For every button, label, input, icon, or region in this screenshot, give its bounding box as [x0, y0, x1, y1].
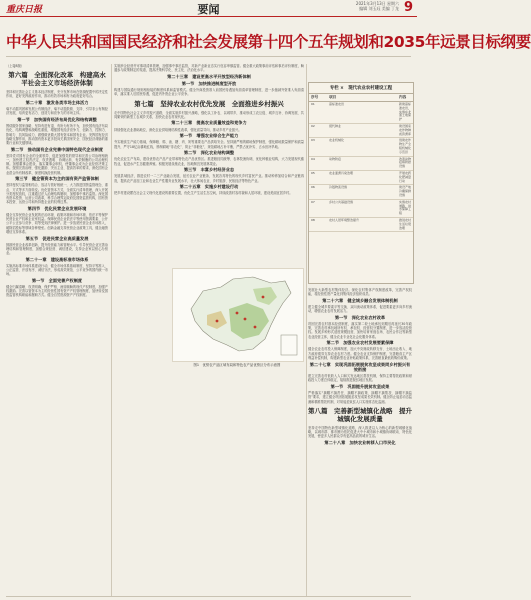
table-cell: 建设国家农作物种质资源库 [399, 123, 412, 136]
paper-logo: 重庆日报 [6, 5, 43, 15]
article-column-1 [6, 64, 108, 299]
chapter-heading: 第五节 促进民营企业高质量发展 [25, 235, 89, 241]
section-title: 要闻 [197, 3, 220, 16]
map-marker [262, 296, 265, 299]
column-divider [306, 64, 307, 596]
table-cell: 08 [311, 217, 315, 222]
body-paragraph: （上接8版） [6, 64, 24, 68]
chapter-heading: 第一节 全面完善产权制度 [31, 277, 83, 283]
table-header [309, 94, 413, 102]
chapter-heading: 第一节 加快国有经济布局优化和结构调整 [17, 117, 97, 123]
body-paragraph: 发展壮大新型农村集体经济。深化农村集体产权制度改革，完善产权权能，将经营性资产量化到集体经济组织成员。 [308, 288, 412, 297]
article-column-3 [308, 288, 412, 447]
feature-table [308, 82, 414, 284]
body-paragraph: 优化农业生产布局，建设优势农产品产业带和特色农产品优势区。推进粮经饲统筹、农林牧渔协调，优化种植业结构，大力发展现代畜牧业，促进水产生态健康养殖。积极发展设施农业，因地制宜发展林果业。 [114, 157, 304, 166]
table-cell: 开展农药化肥减量行动 [399, 170, 412, 183]
table-row [309, 124, 413, 138]
part-heading: 第七篇 坚持农业农村优先发展 全面推进乡村振兴 [134, 99, 284, 108]
table-cell: 新建高标准农田，实施东北黑土地保护 [399, 102, 412, 122]
body-paragraph: 围绕服务国家战略，坚持有进有退、有所为有所不为，加快国有经济布局优化、结构调整和战略性重组，增强国有经济竞争力、创新力、控制力、影响力、抗风险能力，做强做优做大国有资本和国有企业。发挥国有经济战略支撑作用，推动国有资本更多投向关系国家安全、国民经济命脉的重要行业和关键领域。 [6, 124, 108, 146]
table-cell: 现代种业 [329, 123, 342, 128]
table-cell: 实施农村道路、供水保障工程 [399, 199, 412, 216]
chapter-heading: 第三节 健全管资本为主的国有资产监管体制 [15, 176, 99, 182]
column-divider [111, 64, 112, 596]
body-paragraph: 建立完善农村低收入人口和欠发达地区帮扶机制，保持主要帮扶政策和财政投入力度总体稳定，接续推进脱贫地区发展。 [308, 374, 412, 383]
table-cell: 建设产地冷藏保鲜设施 [399, 185, 412, 197]
chapter-heading: 第二十章 激发各类市场主体活力 [25, 100, 89, 106]
body-paragraph: 坚持走中国特色新型城镇化道路，深入推进以人为核心的新型城镇化战略，以城市群、都市圈为依托促进大中小城市和小城镇协调联动、特色化发展，使更多人民群众享有更高品质的城市生活。 [308, 425, 412, 439]
table-row [309, 102, 413, 124]
issue-date: 2021年3月13日 星期六 [355, 1, 399, 6]
chapter-heading: 第二十六章 健全城乡融合发展体制机制 [322, 297, 398, 303]
body-paragraph: 坚持授权与监管相结合、放活与管好相统一，大力推进国资监管理念、重点、方式等多方面转变。优化管资本方式，全面实行清单管理，深入开展分类授权放权，注重通过法人治理结构履职，加强事中事后监管。深化国有资本投资、运营公司改革，科学合理界定政府及国资监管机构，国有资本投资、运营公司和所持股企业的权利边界。 [6, 183, 108, 205]
table-header-cell: 序号 [311, 95, 319, 99]
chapter-heading: 第二十七章 实现巩固拓展脱贫攻坚成果同乡村振兴有效衔接 [309, 361, 411, 373]
body-paragraph: 发展县域经济，推进农村一二三产业融合发展，延长农业产业链条，发展各具特色的现代乡村富民产业。推动种养加结合和产业链再造，提高农产品加工业和农业生产性服务业发展水平，壮大休闲农业、乡村旅游、民宿经济等特色产业。 [114, 174, 304, 183]
table-cell: 高标准农田 [329, 102, 345, 106]
table-cell: 02 [311, 123, 315, 128]
table-cell: 农村人居环境整治提升 [329, 217, 360, 222]
chapter-heading: 第三节 丰富乡村经济业态 [183, 167, 235, 173]
body-paragraph: 健全归属清晰、权责明确、保护严格、流转顺畅的现代产权制度，加强产权激励。完善以管资本为主的经营性国有资产产权管理制度，加快转变国资监管机构职能和履职方式。健全自然资源资产产权制度。 [6, 285, 108, 298]
body-paragraph: 巩固完善农村基本经营制度，落实第二轮土地承包到期后再延长30年政策，完善农村承包地所有权、承包权、经营权分置制度，进一步放活经营权。发展多种形式适度规模经营，加快培育家庭农场、农民合作社等新型农业经营主体，健全农业专业化社会化服务体系。 [308, 322, 412, 339]
body-paragraph: 健全支持民营企业发展的法治环境、政策环境和市场环境，依法平等保护民营企业产权和企业家权益。保障民营企业依法平等使用资源要素、公开公平公正参与竞争、同等受到法律保护。进一步放宽民营企业市场准入，破除招投标等领域各种壁垒。创新金融支持民营企业政策工具，健全融资增信支持体系。 [6, 213, 108, 234]
table-cell: 农业面源污染治理 [329, 170, 354, 175]
body-paragraph: 实施高标准市场体系建设行动，健全市场体系基础制度，坚持平等准入、公正监管、开放有序、诚信守法，形成高效规范、公平竞争的国内统一市场。 [6, 263, 108, 277]
map-marker [244, 318, 247, 321]
editor-credits: 编辑 刘玉珏 美编 丁龙 [359, 6, 399, 11]
chapter-heading: 第二十三章 建设更高水平开放型经济新体制 [167, 73, 251, 79]
table-row [309, 171, 413, 185]
chapter-heading: 第一节 深化农业农村改革 [334, 314, 386, 320]
table-header-cell: 内容 [399, 95, 407, 99]
table-row [309, 218, 413, 232]
chapter-heading: 第一节 巩固提升脱贫攻坚成果 [330, 384, 390, 390]
table-cell: 04 [311, 156, 315, 161]
body-paragraph: 夯实粮食生产能力基础，保障粮、棉、油、糖、肉、奶等重要农产品供给安全。坚持最严格的耕地保护制度，强化耕地数量保护和质量提升，严守18亿亩耕地红线，遏制耕地“非农化”、防止“非粮化”，规范耕地占补平衡，严禁占优补劣、占水田补旱地。 [114, 140, 304, 149]
part-heading: 第八篇 完善新型城镇化战略 提升城镇化发展质量 [308, 406, 412, 423]
table-cell: 推进农村生活垃圾治理 [399, 217, 412, 230]
chapter-heading: 第二节 深化农业结构调整 [183, 150, 235, 156]
article-column-2 [114, 64, 304, 197]
headline-rule [6, 56, 411, 57]
chapter-heading: 第二节 加强农业农村发展要素保障 [326, 340, 394, 346]
body-paragraph: 实施涉企经营许可事项清单管理，加强事中事后监管，对新产业新业态实行包容审慎监管。健全重大政策事前评估和事后评价制度，畅通参与政策制定的渠道，提高决策科学化、民主化、法治化水平。 [114, 64, 304, 73]
page-number: 9 [403, 0, 413, 15]
body-paragraph: 构建与国际通行规则相衔接的制度体系和监管模式。健全外商投资准入前国民待遇加负面清单管理制度，进一步缩减外资准入负面清单，落实准入后国民待遇，促进内外资企业公平竞争。 [114, 88, 304, 97]
body-paragraph: 鼓励民营企业改革创新，提升经营能力和管理水平。引导民营企业完善治理结构和管理制度，加强合规经营、诚信建设，支持企业家以恒心办恒业。 [6, 242, 108, 256]
body-paragraph: 持续强化农业基础地位，深化农业供给侧结构性改革，强化质量导向，推动乡村产业振兴。 [114, 127, 242, 132]
table-cell: 05 [311, 170, 315, 175]
map-marker [216, 320, 219, 323]
table-cell: 改善动物疫病防控设施 [399, 156, 412, 169]
chapter-heading: 第四节 优化民营企业发展环境 [27, 205, 87, 211]
table-cell: 06 [311, 185, 315, 190]
table-header-cell: 项目 [329, 95, 337, 99]
body-paragraph: 毫不动摇巩固和发展公有制经济，毫不动摇鼓励、支持、引导非公有制经济发展，培育更有活力、创造力和竞争力的市场主体。 [6, 107, 108, 116]
chapter-heading: 第一节 加快推进制度型开放 [181, 81, 237, 86]
table-cell: 农业机械化 [329, 138, 345, 143]
table-cell: 01 [311, 102, 315, 106]
part-heading: 第六篇 全面深化改革 构建高水平社会主义市场经济体制 [8, 71, 106, 88]
chapter-heading: 第二十三章 提高农业质量效益和竞争力 [171, 120, 247, 126]
body-paragraph: 走中国特色社会主义乡村振兴道路，全面实施乡村振兴战略，强化以工补农、以城带乡，推动形成工农互促、城乡互补、协调发展、共同繁荣的新型工农城乡关系，加快农业农村现代化。 [114, 110, 304, 119]
body-paragraph: 建立健全城乡要素平等交换、双向流动政策体系，促进要素更多向乡村流动，增强农业农村发展活力。 [308, 305, 412, 314]
table-cell: 乡村公共基础设施 [329, 199, 354, 204]
chapter-heading: 第二十一章 建设高标准市场体系 [25, 256, 89, 262]
table-body [309, 102, 413, 232]
map-graphic [173, 269, 303, 361]
chapter-heading: 第二十五章 实施乡村建设行动 [179, 184, 239, 190]
table-cell: 07 [311, 199, 315, 204]
south-sea-inset [281, 335, 297, 355]
body-paragraph: 把乡村建设摆在社会主义现代化建设的重要位置，优化生产生活生态空间，持续改善村容村貌和人居环境，建设美丽宜居乡村。 [114, 191, 293, 196]
map-marker [254, 326, 257, 329]
masthead [0, 0, 417, 17]
body-paragraph: 严格落实“摘帽不摘责任、摘帽不摘政策、摘帽不摘帮扶、摘帽不摘监管”要求，建立健全巩固拓展脱贫攻坚成果长效机制。健全防止返贫动态监测和精准帮扶机制，对易返贫致贫人口实施常态化监测。 [308, 391, 412, 404]
main-headline: 中华人民共和国国民经济和社会发展第十四个五年规划和2035年远景目标纲要 [6, 33, 531, 51]
body-paragraph: 健全农业农村投入保障制度，加大中央财政转移支付、土地出让收入、地方政府债券支持农业农村力度。健全农业支持保护制度，完善粮食主产区利益补偿机制，构建新型农业补贴政策体系，完善粮食最低收购价政策。 [308, 347, 412, 360]
table-row [309, 157, 413, 171]
table-cell: 创建农作物生产全程机械化示范县 [399, 138, 412, 154]
table-cell: 03 [311, 138, 315, 143]
body-paragraph: 坚持党对国有企业的全面领导，促进加强党的领导和完善公司治理相统一，加快建立权责法定、权责透明、协调运转、有效制衡的公司治理机制。加强董事会建设，落实董事会职权，使董事会成为企业经营决策主体。按照完善治理、强化激励、突出主业、提高效率的要求，深化国有企业混合所有制改革，深度转换经营机制。 [6, 153, 108, 175]
map-caption: 图1 优势农产品区域布局和特色农产品优势区分布示意图 [193, 363, 281, 367]
table-cell: 冷链物流设施 [329, 185, 348, 190]
table-row [309, 185, 413, 199]
body-paragraph: 坚持和完善社会主义基本经济制度，充分发挥市场在资源配置中的决定性作用，更好发挥政府作用，推动有效市场和有为政府更好结合。 [6, 90, 108, 99]
chapter-heading: 第一节 增强农业综合生产能力 [179, 133, 239, 139]
table-row [309, 138, 413, 156]
bottom-rule [6, 596, 411, 597]
chapter-heading: 第二十八章 加快农业转移人口市民化 [324, 439, 396, 445]
table-cell: 动物防疫 [329, 156, 342, 161]
date-block [356, 1, 399, 11]
chapter-heading: 第二节 推动国有企业完善中国特色现代企业制度 [10, 146, 104, 152]
table-row [309, 200, 413, 218]
table-title: 专栏 × 现代农业农村建设工程 [309, 83, 413, 94]
china-map-figure [172, 268, 304, 362]
map-marker [236, 312, 239, 315]
